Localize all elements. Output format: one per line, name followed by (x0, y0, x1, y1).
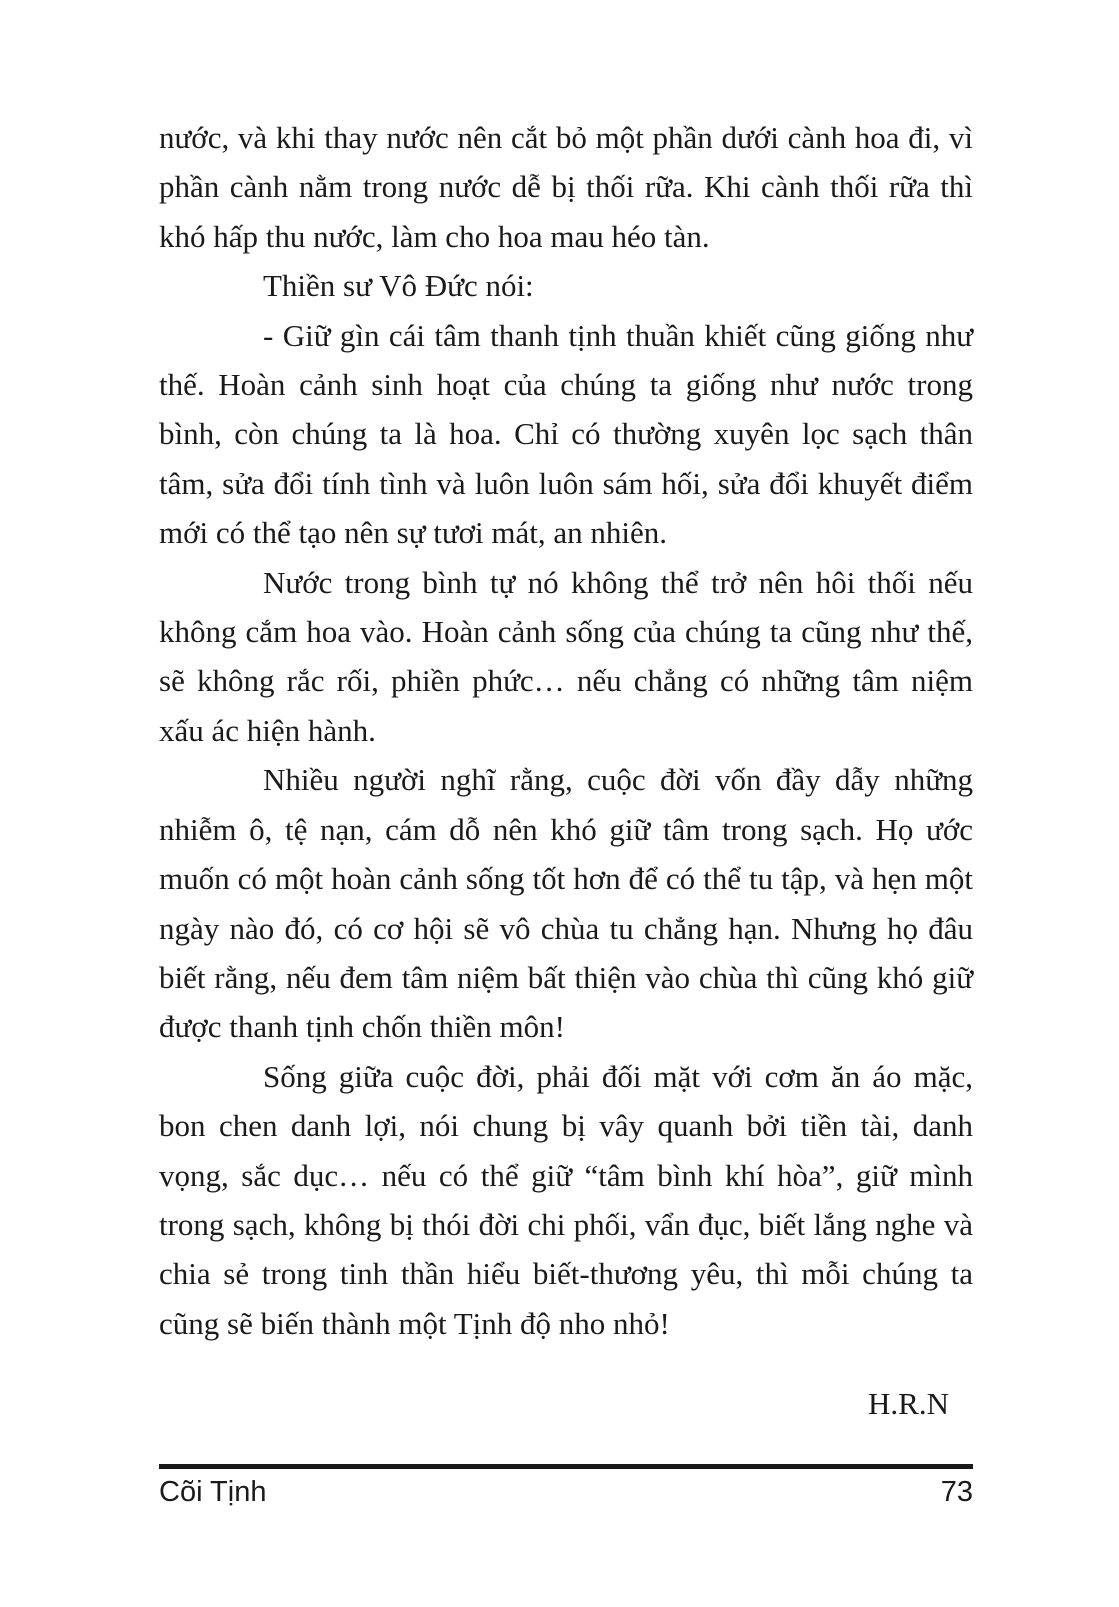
paragraph: Sống giữa cuộc đời, phải đối mặt với cơm ăn áo mặc, bon chen danh lợi, nói chung bị vây quanh bởi tiền tài, danh vọng, sắc dục… nếu có thể giữ “tâm bình khí hòa”, giữ mình trong sạch, không bị thói đời chi phối, vẩn đục, biết lắng nghe và chia sẻ trong tinh thần hiểu biết-thương yêu, thì mỗi chúng ta cũng sẽ biến thành một Tịnh độ nho nhỏ! (159, 1058, 973, 1341)
paragraph-speaker-intro: Thiền sư Vô Đức nói: (263, 268, 534, 304)
footer-book-title: Cõi Tịnh (159, 1476, 267, 1508)
paragraph: Nước trong bình tự nó không thể trở nên hôi thối nếu không cắm hoa vào. Hoàn cảnh sống của chúng ta cũng như thế, sẽ không rắc rối, phiền phức… nếu chẳng có những tâm niệm xấu ác hiện hành. (159, 564, 973, 748)
paragraph-quote: - Giữ gìn cái tâm thanh tịnh thuần khiết cũng giống như thế. Hoàn cảnh sinh hoạt của chúng ta giống như nước trong bình, còn chúng ta là hoa. Chỉ có thường xuyên lọc sạch thân tâm, sửa đổi tính tình và luôn luôn sám hối, sửa đổi khuyết điểm mới có thể tạo nên sự tươi mát, an nhiên. (159, 317, 973, 551)
author-signature: H.R.N (868, 1386, 949, 1421)
page-number: 73 (940, 1476, 973, 1508)
paragraph-continued: nước, và khi thay nước nên cắt bỏ một phần dưới cành hoa đi, vì phần cành nằm trong nước dễ bị thối rữa. Khi cành thối rữa thì khó hấp thu nước, làm cho hoa mau héo tàn. (159, 120, 973, 254)
body-text (159, 113, 973, 1348)
footer-divider (159, 1464, 973, 1469)
paragraph: Nhiều người nghĩ rằng, cuộc đời vốn đầy dẫy những nhiễm ô, tệ nạn, cám dỗ nên khó giữ tâm trong sạch. Họ ước muốn có một hoàn cảnh sống tốt hơn để có thể tu tập, và hẹn một ngày nào đó, có cơ hội sẽ vô chùa tu chẳng hạn. Nhưng họ đâu biết rằng, nếu đem tâm niệm bất thiện vào chùa thì cũng khó giữ được thanh tịnh chốn thiền môn! (159, 762, 973, 1045)
